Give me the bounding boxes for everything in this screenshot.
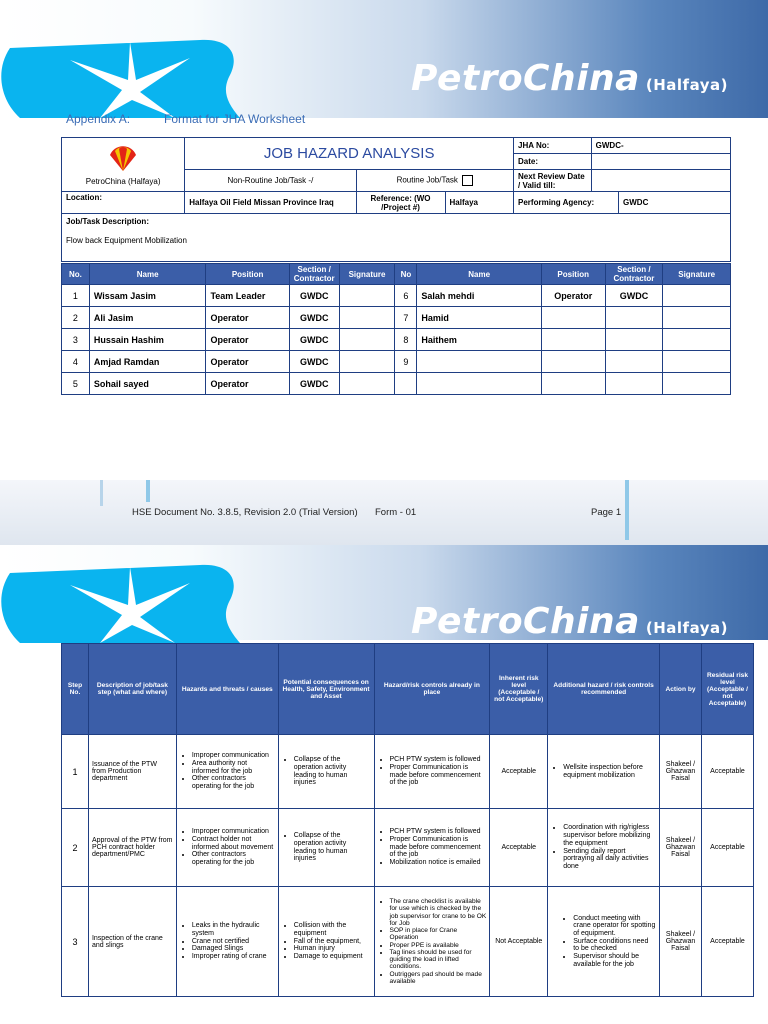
list-item: • Coordination with rig/rigless supervisor before mobilizing the equipment xyxy=(563,824,656,847)
step-consequences xyxy=(278,735,374,809)
member-signature[interactable] xyxy=(663,351,731,373)
table-row xyxy=(62,351,731,373)
residual-risk: Acceptable xyxy=(701,887,753,997)
member-signature[interactable] xyxy=(339,351,395,373)
member-section xyxy=(605,351,663,373)
jha-no-value: GWDC- xyxy=(591,138,730,154)
list-item: • PCH PTW system is followed xyxy=(390,828,487,836)
member-signature[interactable] xyxy=(339,285,395,307)
non-routine-job: Non-Routine Job/Task -/ xyxy=(185,170,356,192)
inherent-risk: Acceptable xyxy=(490,735,548,809)
step-hazards xyxy=(176,735,278,809)
step-additional xyxy=(548,887,660,997)
description-label: Job/Task Description: xyxy=(66,217,149,226)
org-cell xyxy=(62,138,185,192)
col-header: Signature xyxy=(339,264,395,285)
step-hazards xyxy=(176,809,278,887)
footer-page: Page 1 xyxy=(591,507,622,518)
brand-name xyxy=(411,58,728,99)
member-position xyxy=(541,373,605,395)
date-value xyxy=(591,154,730,170)
list-item: • Damaged Slings xyxy=(192,945,275,953)
jha-header-table xyxy=(61,137,731,262)
step-hazards xyxy=(176,887,278,997)
footer-form: Form - 01 xyxy=(375,507,417,518)
col-header: Action by xyxy=(660,644,702,735)
member-signature[interactable] xyxy=(663,307,731,329)
brand-text: PetroChina xyxy=(411,601,640,642)
member-no: 4 xyxy=(62,351,90,373)
appendix-title: Appendix A: xyxy=(66,112,131,126)
list-item: • Leaks in the hydraulic system xyxy=(192,922,275,937)
description-value: Flow back Equipment Mobilization xyxy=(66,236,187,245)
list-item: • Damage to equipment xyxy=(294,953,371,961)
member-section xyxy=(605,307,663,329)
member-position: Operator xyxy=(206,307,289,329)
location-label: Location: xyxy=(62,192,185,214)
col-header: Inherent risk level (Acceptable / not Acceptable) xyxy=(490,644,548,735)
review-value xyxy=(591,170,730,192)
member-name: Hamid xyxy=(417,307,541,329)
member-name: Salah mehdi xyxy=(417,285,541,307)
agency-label: Performing Agency: xyxy=(514,192,619,214)
col-header: No xyxy=(395,264,417,285)
list-item: • Other contractors operating for the job xyxy=(192,775,275,790)
review-label: Next Review Date / Valid till: xyxy=(514,170,592,192)
list-item: • Wellsite inspection before equipment mobilization xyxy=(563,764,656,779)
member-section: GWDC xyxy=(289,373,339,395)
member-no: 9 xyxy=(395,351,417,373)
col-header: Section / Contractor xyxy=(289,264,339,285)
member-section: GWDC xyxy=(289,329,339,351)
step-additional xyxy=(548,735,660,809)
member-name: Hussain Hashim xyxy=(89,329,206,351)
list-item: • Supervisor should be available for the job xyxy=(573,953,656,968)
page-footer xyxy=(0,480,768,545)
list-item: • Improper communication xyxy=(192,828,275,836)
list-item: • Sending daily report portraying all daily activities done xyxy=(563,848,656,871)
residual-risk: Acceptable xyxy=(701,735,753,809)
step-no: 2 xyxy=(62,809,89,887)
inherent-risk: Not Acceptable xyxy=(490,887,548,997)
jha-no-label: JHA No: xyxy=(514,138,592,154)
member-position xyxy=(541,329,605,351)
col-header: Position xyxy=(206,264,289,285)
step-controls xyxy=(374,887,490,997)
brand-suffix: (Halfaya) xyxy=(645,619,728,637)
member-no: 1 xyxy=(62,285,90,307)
location-value: Halfaya Oil Field Missan Province Iraq xyxy=(185,192,356,214)
col-header: Name xyxy=(417,264,541,285)
routine-job-label: Routine Job/Task xyxy=(396,175,458,185)
step-controls xyxy=(374,809,490,887)
member-signature[interactable] xyxy=(339,329,395,351)
list-item: • Proper Communication is made before commencement of the job xyxy=(390,764,487,787)
brand-text: PetroChina xyxy=(411,58,640,99)
col-header: Hazard/risk controls already in place xyxy=(374,644,490,735)
table-row xyxy=(62,735,754,809)
member-name xyxy=(417,373,541,395)
list-item: • Contract holder not informed about movement xyxy=(192,836,275,851)
list-item: • Collision with the equipment xyxy=(294,922,371,937)
member-no xyxy=(395,373,417,395)
team-header-row xyxy=(62,264,731,285)
company-logo-shape xyxy=(0,30,250,120)
member-section xyxy=(605,329,663,351)
routine-job-cell xyxy=(356,170,514,192)
step-controls xyxy=(374,735,490,809)
member-name xyxy=(417,351,541,373)
list-item: • Collapse of the operation activity leading to human injuries xyxy=(294,832,371,863)
member-name: Ali Jasim xyxy=(89,307,206,329)
step-additional xyxy=(548,809,660,887)
list-item: • Proper PPE is available xyxy=(390,942,487,949)
step-description: Issuance of the PTW from Production department xyxy=(88,735,176,809)
step-consequences xyxy=(278,809,374,887)
member-signature[interactable] xyxy=(663,373,731,395)
footer-accent-bar xyxy=(146,480,150,502)
member-position: Team Leader xyxy=(206,285,289,307)
member-position: Operator xyxy=(541,285,605,307)
col-header: No. xyxy=(62,264,90,285)
step-no: 3 xyxy=(62,887,89,997)
action-by: Shakeel / Ghazwan Faisal xyxy=(660,735,702,809)
footer-doc-number: HSE Document No. 3.8.5, Revision 2.0 (Trial Version) xyxy=(132,507,358,518)
document-title: JOB HAZARD ANALYSIS xyxy=(185,138,514,170)
brand-name xyxy=(411,601,728,642)
col-header: Description of job/task step (what and where) xyxy=(88,644,176,735)
member-no: 2 xyxy=(62,307,90,329)
table-row xyxy=(62,887,754,997)
member-position: Operator xyxy=(206,373,289,395)
member-no: 5 xyxy=(62,373,90,395)
member-name: Wissam Jasim xyxy=(89,285,206,307)
job-steps-table xyxy=(61,643,754,997)
description-cell xyxy=(62,214,731,262)
table-row xyxy=(62,809,754,887)
member-signature[interactable] xyxy=(663,285,731,307)
inherent-risk: Acceptable xyxy=(490,809,548,887)
list-item: • Area authority not informed for the job xyxy=(192,760,275,775)
list-item: • Crane not certified xyxy=(192,938,275,946)
step-description: Inspection of the crane and slings xyxy=(88,887,176,997)
list-item: • Tag lines should be used for guiding the load in lifted conditions. xyxy=(390,949,487,971)
list-item: • The crane checklist is available for use which is checked by the job supervisor for crane to be OK for Job xyxy=(390,898,487,927)
routine-checkbox[interactable] xyxy=(462,175,473,186)
list-item: • SOP in place for Crane Operation xyxy=(390,927,487,942)
list-item: • Collapse of the operation activity leading to human injuries xyxy=(294,756,371,787)
col-header: Name xyxy=(89,264,206,285)
list-item: • Outriggers pad should be made available xyxy=(390,971,487,986)
appendix-label xyxy=(66,112,306,126)
org-name: PetroChina (Halfaya) xyxy=(85,177,161,186)
member-name: Haithem xyxy=(417,329,541,351)
company-logo-shape xyxy=(0,555,250,645)
footer-accent-bar xyxy=(100,480,103,506)
member-position: Operator xyxy=(206,329,289,351)
member-signature[interactable] xyxy=(339,373,395,395)
list-item: • Human injury xyxy=(294,945,371,953)
member-position: Operator xyxy=(206,351,289,373)
col-header: Potential consequences on Health, Safety, Environment and Asset xyxy=(278,644,374,735)
date-label: Date: xyxy=(514,154,592,170)
list-item: • Surface conditions need to be checked xyxy=(573,938,656,953)
step-no: 1 xyxy=(62,735,89,809)
appendix-format: Format for JHA Worksheet xyxy=(164,112,306,126)
member-no: 8 xyxy=(395,329,417,351)
reference-label: Reference: (WO /Project #) xyxy=(356,192,445,214)
member-section: GWDC xyxy=(289,285,339,307)
list-item: • PCH PTW system is followed xyxy=(390,756,487,764)
agency-value: GWDC xyxy=(619,192,731,214)
col-header: Additional hazard / risk controls recommended xyxy=(548,644,660,735)
col-header: Residual risk level (Acceptable / not Acceptable) xyxy=(701,644,753,735)
step-description: Approval of the PTW from PCH contract holder department/PMC xyxy=(88,809,176,887)
action-by: Shakeel / Ghazwan Faisal xyxy=(660,887,702,997)
reference-value: Halfaya xyxy=(445,192,513,214)
col-header: Position xyxy=(541,264,605,285)
list-item: • Other contractors operating for the job xyxy=(192,851,275,866)
steps-header-row xyxy=(62,644,754,735)
footer-accent-bar xyxy=(625,480,629,540)
member-name: Amjad Ramdan xyxy=(89,351,206,373)
list-item: • Mobilization notice is emailed xyxy=(390,859,487,867)
list-item: • Improper rating of crane xyxy=(192,953,275,961)
table-row xyxy=(62,373,731,395)
brand-suffix: (Halfaya) xyxy=(645,76,728,94)
col-header: Section / Contractor xyxy=(605,264,663,285)
member-section: GWDC xyxy=(289,351,339,373)
member-no: 3 xyxy=(62,329,90,351)
member-signature[interactable] xyxy=(339,307,395,329)
member-no: 7 xyxy=(395,307,417,329)
col-header: Hazards and threats / causes xyxy=(176,644,278,735)
petrochina-emblem-icon xyxy=(106,143,140,173)
list-item: • Fall of the equipment, xyxy=(294,938,371,946)
col-header: Step No. xyxy=(62,644,89,735)
member-name: Sohail sayed xyxy=(89,373,206,395)
team-table xyxy=(61,263,731,395)
list-item: • Proper Communication is made before commencement of the job xyxy=(390,836,487,859)
member-section: GWDC xyxy=(289,307,339,329)
table-row xyxy=(62,329,731,351)
list-item: • Conduct meeting with crane operator for spotting of equipment. xyxy=(573,915,656,938)
member-no: 6 xyxy=(395,285,417,307)
residual-risk: Acceptable xyxy=(701,809,753,887)
member-signature[interactable] xyxy=(663,329,731,351)
member-section: GWDC xyxy=(605,285,663,307)
table-row xyxy=(62,285,731,307)
list-item: • Improper communication xyxy=(192,752,275,760)
step-consequences xyxy=(278,887,374,997)
member-section xyxy=(605,373,663,395)
action-by: Shakeel / Ghazwan Faisal xyxy=(660,809,702,887)
member-position xyxy=(541,307,605,329)
member-position xyxy=(541,351,605,373)
table-row xyxy=(62,307,731,329)
col-header: Signature xyxy=(663,264,731,285)
page-1 xyxy=(0,0,768,490)
